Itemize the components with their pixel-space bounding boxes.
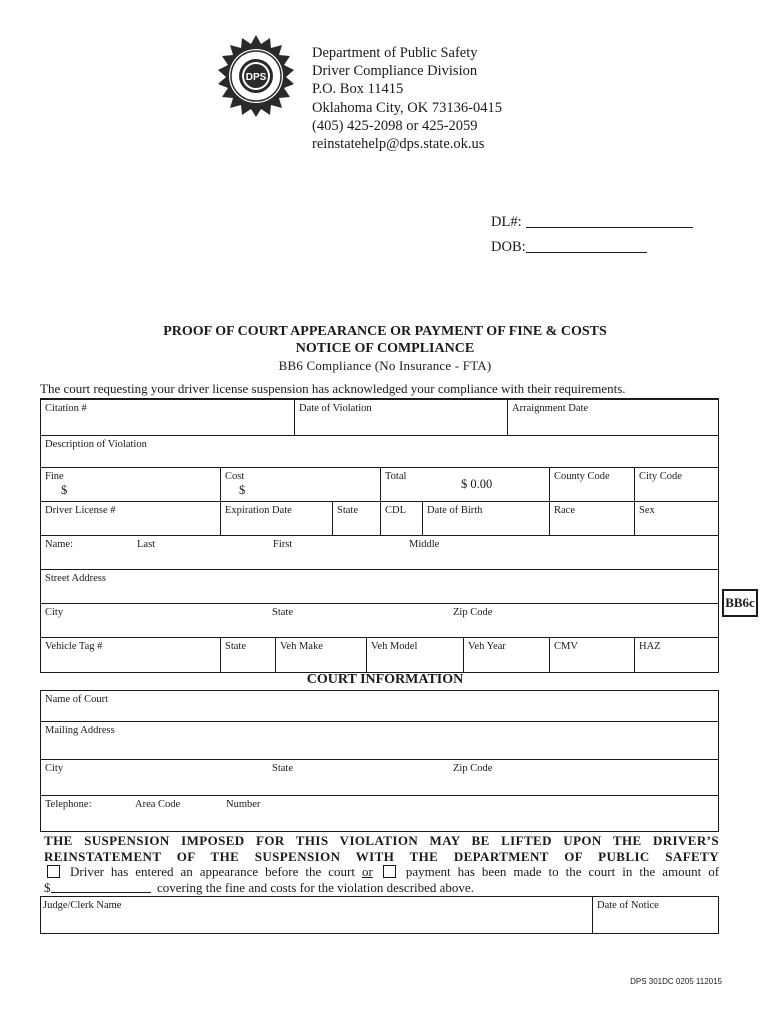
form-title: PROOF OF COURT APPEARANCE OR PAYMENT OF FINE & COSTS xyxy=(163,324,607,339)
date-of-birth-field[interactable] xyxy=(422,502,549,535)
field-label: City Code xyxy=(639,471,682,482)
payment-text: payment has been made to the court in the amount of xyxy=(405,864,720,879)
county-code-field[interactable] xyxy=(549,468,634,501)
compliance-options-line xyxy=(44,864,719,880)
race-field[interactable] xyxy=(549,502,634,535)
number-label: Number xyxy=(226,799,261,810)
driver-license-field[interactable] xyxy=(41,502,220,535)
field-label: Veh Model xyxy=(371,641,418,652)
court-city-row[interactable] xyxy=(41,760,718,796)
court-info-heading: COURT INFORMATION xyxy=(306,672,464,687)
field-label: State xyxy=(337,505,358,516)
city-label: City xyxy=(45,607,64,618)
court-info-form xyxy=(40,690,719,832)
cost-dollar-sign: $ xyxy=(239,483,246,497)
or-text: or xyxy=(361,864,373,879)
agency-line: (405) 425-2098 or 425-2059 xyxy=(312,117,478,134)
court-name-row[interactable] xyxy=(41,691,718,722)
city-code-field[interactable] xyxy=(634,468,718,501)
form-row xyxy=(41,502,718,536)
covering-text: covering the fine and costs for the violation described above. xyxy=(157,879,474,895)
form-tab-badge: BB6c xyxy=(722,589,758,617)
dollar-sign: $ xyxy=(44,879,51,895)
field-label: Mailing Address xyxy=(45,725,115,736)
payment-amount-field[interactable] xyxy=(51,881,151,893)
suspension-notice xyxy=(44,833,719,895)
city-state-zip-row[interactable] xyxy=(41,604,718,638)
notice-bold-line: THE SUSPENSION IMPOSED FOR THIS VIOLATION MAY BE LIFTED UPON THE DRIVER’S xyxy=(44,833,719,848)
field-label: County Code xyxy=(554,471,610,482)
tag-state-field[interactable] xyxy=(220,638,275,672)
dob-label: DOB: xyxy=(491,239,526,255)
dl-label: DL#: xyxy=(491,214,522,230)
dob-line xyxy=(491,239,647,256)
court-mailing-row[interactable] xyxy=(41,722,718,760)
agency-line: Oklahoma City, OK 73136-0415 xyxy=(312,99,502,116)
last-name-label: Last xyxy=(137,539,156,550)
court-telephone-row[interactable] xyxy=(41,796,718,831)
field-label: Judge/Clerk Name xyxy=(43,900,122,911)
fine-dollar-sign: $ xyxy=(61,483,68,497)
expiration-date-field[interactable] xyxy=(220,502,332,535)
fine-field[interactable] xyxy=(41,468,220,501)
agency-line: P.O. Box 11415 xyxy=(312,81,404,98)
field-label: Arraignment Date xyxy=(512,403,589,414)
sex-field[interactable] xyxy=(634,502,718,535)
form-row xyxy=(41,436,718,468)
name-label: Name: xyxy=(45,539,73,550)
field-label: Expiration Date xyxy=(225,505,292,516)
dl-number-field[interactable] xyxy=(526,214,693,228)
telephone-label: Telephone: xyxy=(45,799,92,810)
agency-email[interactable]: reinstatehelp@dps.state.ok.us xyxy=(312,136,485,153)
field-label: Description of Violation xyxy=(45,439,147,450)
agency-address xyxy=(312,44,502,153)
date-of-notice-field[interactable] xyxy=(592,897,718,933)
zip-label: Zip Code xyxy=(453,763,493,774)
city-label: City xyxy=(45,763,64,774)
field-label: State xyxy=(225,641,246,652)
form-row xyxy=(41,638,718,672)
field-label: Street Address xyxy=(45,573,106,584)
total-value: $ 0.00 xyxy=(461,477,493,491)
form-subtitle-notice: NOTICE OF COMPLIANCE xyxy=(295,341,475,356)
area-code-label: Area Code xyxy=(135,799,181,810)
field-label: Date of Notice xyxy=(597,900,659,911)
cdl-field[interactable] xyxy=(380,502,422,535)
haz-field[interactable] xyxy=(634,638,718,672)
dl-number-line xyxy=(491,214,693,231)
field-label: HAZ xyxy=(639,641,661,652)
field-label: Fine xyxy=(45,471,64,482)
form-code: DPS 301DC 0205 112015 xyxy=(630,977,722,986)
cost-field[interactable] xyxy=(220,468,380,501)
form-compliance-type: BB6 Compliance (No Insurance - FTA) xyxy=(278,358,492,373)
zip-label: Zip Code xyxy=(453,607,493,618)
field-label: Veh Make xyxy=(280,641,323,652)
agency-line: Driver Compliance Division xyxy=(312,63,478,80)
intro-text: The court requesting your driver license suspension has acknowledged your compliance with their requirements. xyxy=(40,381,626,396)
form-row xyxy=(41,400,718,436)
date-of-violation-field[interactable] xyxy=(294,400,507,435)
signoff-form xyxy=(40,896,719,934)
violation-driver-form xyxy=(40,398,719,673)
notice-bold-line: REINSTATEMENT OF THE SUSPENSION WITH THE DEPARTMENT OF PUBLIC SAFETY xyxy=(44,848,719,864)
state-label: State xyxy=(272,607,293,618)
arraignment-date-field[interactable] xyxy=(507,400,718,435)
cmv-field[interactable] xyxy=(549,638,634,672)
vehicle-model-field[interactable] xyxy=(366,638,463,672)
appearance-checkbox[interactable] xyxy=(47,865,60,878)
name-row[interactable] xyxy=(41,536,718,570)
field-label: Veh Year xyxy=(468,641,506,652)
middle-name-label: Middle xyxy=(409,539,440,550)
payment-checkbox[interactable] xyxy=(383,865,396,878)
dob-field[interactable] xyxy=(526,239,647,253)
dps-seal-logo xyxy=(214,34,298,118)
field-label: Vehicle Tag # xyxy=(45,641,103,652)
agency-line: Department of Public Safety xyxy=(312,45,478,61)
judge-clerk-name-field[interactable] xyxy=(41,897,592,933)
field-label: Driver License # xyxy=(45,505,116,516)
vehicle-make-field[interactable] xyxy=(275,638,366,672)
vehicle-year-field[interactable] xyxy=(463,638,549,672)
form-row xyxy=(41,468,718,502)
state-label: State xyxy=(272,763,293,774)
field-label: CMV xyxy=(554,641,578,652)
license-state-field[interactable] xyxy=(332,502,380,535)
field-label: Race xyxy=(554,505,575,516)
field-label: Sex xyxy=(639,505,655,516)
street-address-row[interactable] xyxy=(41,570,718,604)
citation-field[interactable] xyxy=(41,400,294,435)
field-label: CDL xyxy=(385,505,406,516)
amount-line xyxy=(44,880,719,896)
field-label: Date of Violation xyxy=(299,403,372,414)
seal-text: DPS xyxy=(245,72,267,83)
first-name-label: First xyxy=(273,539,293,550)
field-label: Total xyxy=(385,471,407,482)
vehicle-tag-field[interactable] xyxy=(41,638,220,672)
field-label: Cost xyxy=(225,471,245,482)
field-label: Date of Birth xyxy=(427,505,483,516)
field-label: Name of Court xyxy=(45,694,108,705)
field-label: Citation # xyxy=(45,403,87,414)
appearance-text: Driver has entered an appearance before the court xyxy=(70,864,355,879)
total-field[interactable] xyxy=(380,468,549,501)
description-field[interactable] xyxy=(41,436,718,467)
